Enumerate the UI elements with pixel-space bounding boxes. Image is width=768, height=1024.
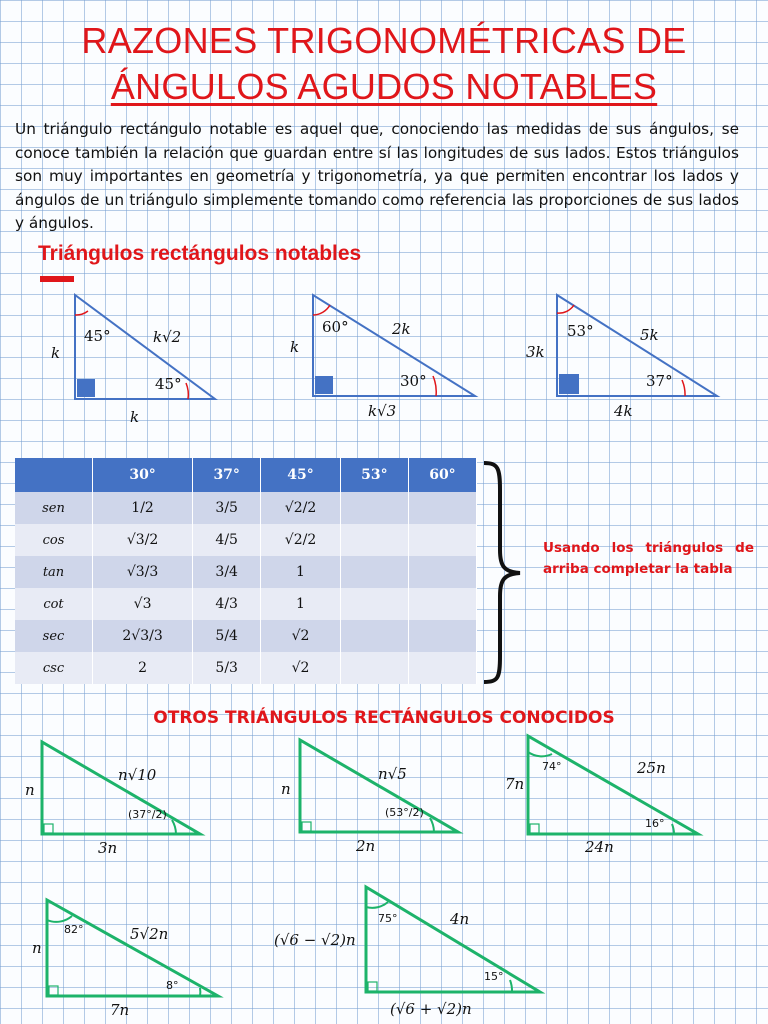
table-cell[interactable]: √3/2 xyxy=(93,524,193,556)
trig-table xyxy=(15,458,477,684)
page-title xyxy=(0,18,768,110)
o3-bottom-angle: 16° xyxy=(645,817,665,830)
triangle-n-7n xyxy=(47,900,218,996)
table-cell[interactable]: 5/3 xyxy=(193,652,261,684)
table-cell[interactable] xyxy=(408,524,476,556)
o1-angle: (37°/2) xyxy=(128,808,167,821)
o3-leg-horizontal: 24n xyxy=(585,838,614,856)
t3-bottom-angle: 37° xyxy=(646,372,673,390)
intro-paragraph: Un triángulo rectángulo notable es aquel que, conociendo las medidas de sus ángulos, se conoce también la relación que guardan entre sí las longitudes de sus lados. Estos triángulos son muy importantes en geometría y trigonometría, ya que permiten encontrar los lados y ángulos de un triángulo simplemente tomando como referencia las proporciones de sus lados y ángulos. xyxy=(15,120,739,232)
table-cell[interactable] xyxy=(340,620,408,652)
triangle-30-60 xyxy=(313,295,475,396)
table-cell[interactable]: 1/2 xyxy=(93,492,193,524)
t3-top-angle: 53° xyxy=(567,322,594,340)
table-row xyxy=(15,556,477,588)
table-row-label: csc xyxy=(15,652,93,684)
table-cell[interactable]: 2√3/3 xyxy=(93,620,193,652)
o4-leg-horizontal: 7n xyxy=(110,1001,130,1019)
table-header-cell: 30° xyxy=(93,458,193,492)
table-cell[interactable]: √2/2 xyxy=(261,524,341,556)
table-row-label: sen xyxy=(15,492,93,524)
o4-bottom-angle: 8° xyxy=(166,979,179,992)
t3-leg-vertical: 3k xyxy=(526,343,545,361)
o2-angle: (53°/2) xyxy=(385,806,424,819)
instruction-note: Usando los triángulos de arriba completar la tabla xyxy=(543,540,754,577)
table-row xyxy=(15,588,477,620)
o5-hypotenuse: 4n xyxy=(450,910,470,928)
title-line-1: RAZONES TRIGONOMÉTRICAS DE xyxy=(81,20,687,61)
table-row-label: cot xyxy=(15,588,93,620)
o3-hypotenuse: 25n xyxy=(637,759,666,777)
o5-top-angle: 75° xyxy=(378,912,398,925)
table-cell[interactable]: 2 xyxy=(93,652,193,684)
table-header-row xyxy=(15,458,477,492)
table-cell[interactable] xyxy=(340,524,408,556)
triangle-15-75 xyxy=(366,887,540,992)
table-cell[interactable]: 3/5 xyxy=(193,492,261,524)
table-cell[interactable] xyxy=(340,556,408,588)
table-cell[interactable] xyxy=(408,492,476,524)
t2-hypotenuse: 2k xyxy=(392,320,411,338)
t1-leg-vertical: k xyxy=(51,344,61,362)
t1-hypotenuse: k√2 xyxy=(153,328,182,346)
o4-top-angle: 82° xyxy=(64,923,84,936)
table-cell[interactable]: 1 xyxy=(261,588,341,620)
o3-top-angle: 74° xyxy=(542,760,562,773)
o1-leg-horizontal: 3n xyxy=(98,839,118,857)
t1-bottom-angle: 45° xyxy=(155,375,182,393)
triangle-n-2n xyxy=(300,740,458,832)
table-cell[interactable] xyxy=(340,652,408,684)
o5-bottom-angle: 15° xyxy=(484,970,504,983)
section-title-others: OTROS TRIÁNGULOS RECTÁNGULOS CONOCIDOS xyxy=(153,708,615,728)
o2-hypotenuse: n√5 xyxy=(378,765,407,783)
table-cell[interactable]: √3 xyxy=(93,588,193,620)
o2-leg-horizontal: 2n xyxy=(356,837,376,855)
table-cell[interactable]: 5/4 xyxy=(193,620,261,652)
table-header-cell: 45° xyxy=(261,458,341,492)
table-header-cell: 60° xyxy=(408,458,476,492)
table-row xyxy=(15,652,477,684)
table-cell[interactable] xyxy=(408,652,476,684)
triangle-7n-24n xyxy=(528,736,698,834)
o1-hypotenuse: n√10 xyxy=(118,766,157,784)
o5-leg-vertical: (√6 − √2)n xyxy=(274,931,356,949)
table-cell[interactable]: 4/3 xyxy=(193,588,261,620)
title-line-2: ÁNGULOS AGUDOS NOTABLES xyxy=(110,66,658,107)
t2-top-angle: 60° xyxy=(322,318,349,336)
table-row xyxy=(15,492,477,524)
table-cell[interactable]: 3/4 xyxy=(193,556,261,588)
table-cell[interactable] xyxy=(408,588,476,620)
t2-bottom-angle: 30° xyxy=(400,372,427,390)
table-row-label: cos xyxy=(15,524,93,556)
section-title-underline xyxy=(40,276,74,282)
triangle-n-3n xyxy=(42,742,200,834)
table-cell[interactable]: 4/5 xyxy=(193,524,261,556)
table-cell[interactable]: 1 xyxy=(261,556,341,588)
t1-top-angle: 45° xyxy=(84,327,111,345)
table-row-label: sec xyxy=(15,620,93,652)
table-cell[interactable] xyxy=(340,492,408,524)
section-title-notables: Triángulos rectángulos notables xyxy=(38,242,362,265)
t1-leg-horizontal: k xyxy=(130,408,140,426)
t2-leg-horizontal: k√3 xyxy=(368,402,397,420)
t2-leg-vertical: k xyxy=(290,338,300,356)
t3-leg-horizontal: 4k xyxy=(614,402,633,420)
curly-brace xyxy=(478,460,538,686)
o5-leg-horizontal: (√6 + √2)n xyxy=(390,1000,472,1018)
table-row xyxy=(15,524,477,556)
o4-hypotenuse: 5√2n xyxy=(130,925,169,943)
t3-hypotenuse: 5k xyxy=(640,326,659,344)
table-cell[interactable] xyxy=(408,556,476,588)
table-cell[interactable]: √2/2 xyxy=(261,492,341,524)
table-header-cell: 53° xyxy=(340,458,408,492)
table-row-label: tan xyxy=(15,556,93,588)
o2-leg-vertical: n xyxy=(281,780,291,798)
table-row xyxy=(15,620,477,652)
table-cell[interactable] xyxy=(408,620,476,652)
triangle-37-53 xyxy=(557,295,717,396)
o3-leg-vertical: 7n xyxy=(505,775,525,793)
table-cell[interactable]: √2 xyxy=(261,620,341,652)
table-cell[interactable]: √2 xyxy=(261,652,341,684)
o4-leg-vertical: n xyxy=(32,939,42,957)
table-cell[interactable] xyxy=(340,588,408,620)
table-header-cell: 37° xyxy=(193,458,261,492)
table-cell[interactable]: √3/3 xyxy=(93,556,193,588)
o1-leg-vertical: n xyxy=(25,781,35,799)
triangle-45-45 xyxy=(75,295,215,399)
table-header-cell xyxy=(15,458,93,492)
